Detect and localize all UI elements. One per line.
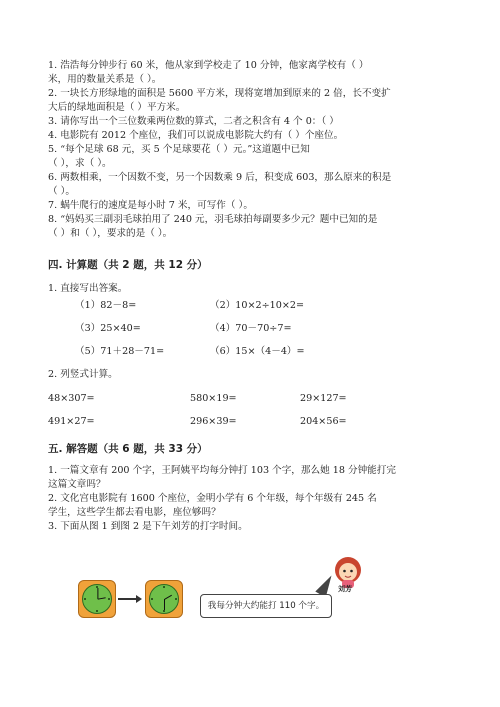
arrow-icon — [118, 598, 140, 600]
clock-figure-2-icon — [145, 580, 183, 618]
fill-in-line: 大后的绿地面积是（ ）平方米。 — [48, 102, 186, 113]
fill-in-line: 米，用的数量关系是（ ）。 — [48, 74, 162, 85]
fill-in-line: 7. 蜗牛爬行的速度是每小时 7 米，可写作（ ）。 — [48, 200, 253, 211]
vertical-calc-item: 204×56= — [300, 416, 347, 427]
clock-figure-1-icon — [78, 580, 116, 618]
calc-item: （6）15×（4－4）= — [210, 346, 305, 357]
vertical-calc-item: 29×127= — [300, 393, 347, 404]
calc-item: （1）82－8= — [75, 300, 137, 311]
vertical-calc-item: 48×307= — [48, 393, 95, 404]
fill-in-line: 4. 电影院有 2012 个座位，我们可以说成电影院大约有（ ）个座位。 — [48, 130, 344, 141]
section-heading: 四. 计算题（共 2 题，共 12 分） — [48, 259, 208, 271]
fill-in-line: 1. 浩浩每分钟步行 60 米，他从家到学校走了 10 分钟，他家离学校有（ ） — [48, 60, 369, 71]
vertical-calc-item: 296×39= — [190, 416, 237, 427]
fill-in-line: 8. “妈妈买三副羽毛球拍用了 240 元，羽毛球拍每副要多少元？题中已知的是 — [48, 214, 378, 225]
problem-line: 这篇文章吗？ — [48, 479, 106, 490]
section-heading: 五. 解答题（共 6 题，共 33 分） — [48, 443, 208, 455]
calc-item: （2）10×2÷10×2= — [210, 300, 305, 311]
problem-line: 1. 一篇文章有 200 个字，王阿姨平均每分钟打 103 个字，那么她 18 分钟能打完 — [48, 465, 396, 476]
fill-in-line: 2. 一块长方形绿地的面积是 5600 平方米，现将宽增加到原来的 2 倍，长不变扩 — [48, 88, 391, 99]
calc-item: （4）70－70÷7= — [210, 323, 292, 334]
problem-line: 3. 下面从图 1 到图 2 是下午刘芳的打字时间。 — [48, 521, 248, 532]
girl-name-label: 刘芳 — [338, 585, 352, 593]
vertical-calc-item: 580×19= — [190, 393, 237, 404]
fill-in-line: （ ），求（ ）。 — [48, 158, 112, 169]
fill-in-line: 5. “每个足球 68 元，买 5 个足球要花（ ）元。”这道题中已知 — [48, 144, 310, 155]
calc-item: （3）25×40= — [75, 323, 141, 334]
problem-line: 2. 文化宫电影院有 1600 个座位，金明小学有 6 个年级，每个年级有 245 名 — [48, 493, 377, 504]
question-title: 1. 直接写出答案。 — [48, 283, 128, 294]
vertical-calc-item: 491×27= — [48, 416, 95, 427]
problem-line: 学生，这些学生都去看电影，座位够吗？ — [48, 507, 221, 518]
speech-bubble: 我每分钟大约能打 110 个字。 — [200, 594, 332, 618]
fill-in-line: 3. 请你写出一个三位数乘两位数的算式，二者之积含有 4 个 0：（ ） — [48, 116, 339, 127]
fill-in-line: 6. 两数相乘，一个因数不变，另一个因数乘 9 后，积变成 603，那么原来的积是 — [48, 172, 392, 183]
calc-item: （5）71＋28－71= — [75, 346, 165, 357]
fill-in-line: （ ）和（ ），要求的是（ ）。 — [48, 228, 173, 239]
question-title: 2. 列竖式计算。 — [48, 369, 118, 380]
fill-in-line: （ ）。 — [48, 186, 76, 197]
